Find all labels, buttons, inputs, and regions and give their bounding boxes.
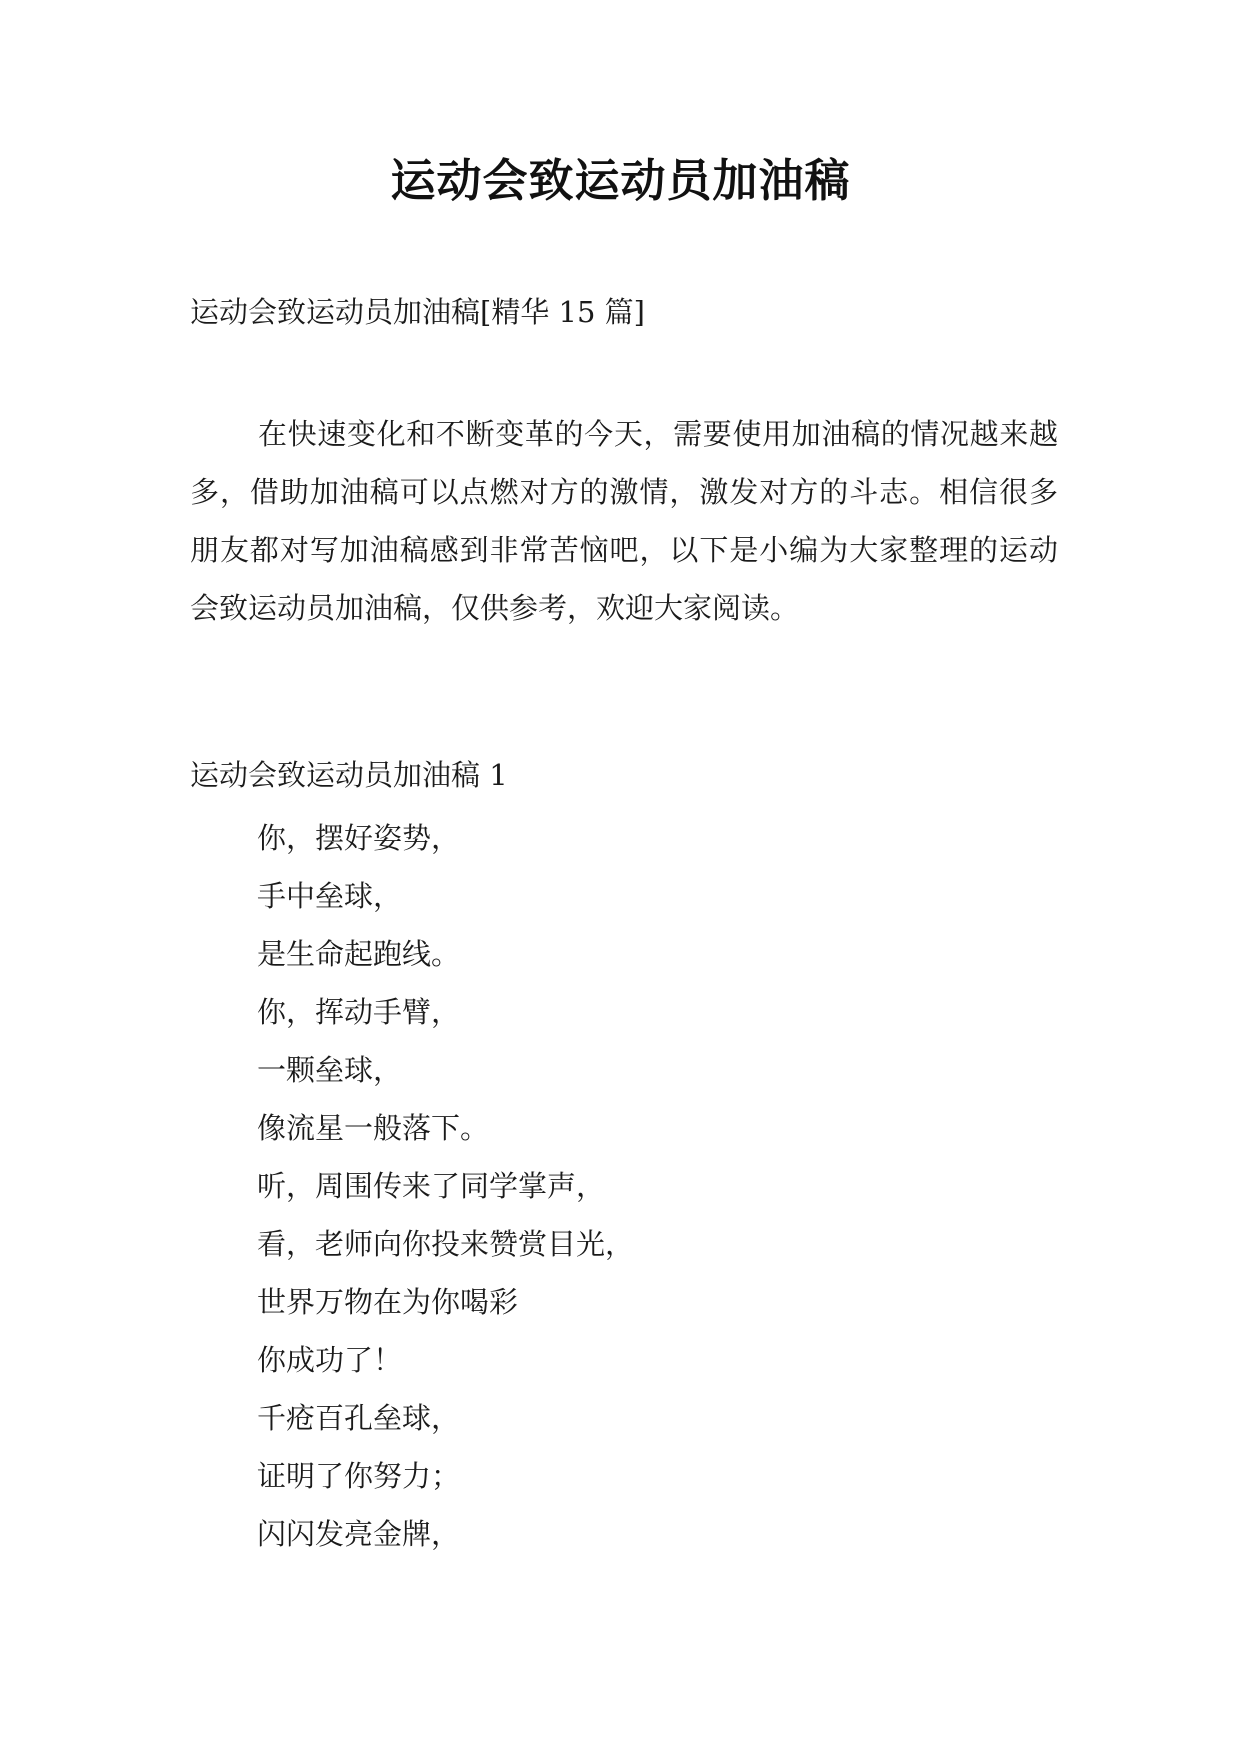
intro-paragraph: 在快速变化和不断变革的今天，需要使用加油稿的情况越来越多，借助加油稿可以点燃对方的激情，激发对方的斗志。相信很多朋友都对写加油稿感到非常苦恼吧，以下是小编为大家整理的运动会致运动员加油稿，仅供参考，欢迎大家阅读。 <box>190 417 1058 625</box>
document-subtitle: 运动会致运动员加油稿[精华 15 篇] <box>190 295 645 329</box>
poem-line: 你，挥动手臂， <box>257 995 461 1029</box>
poem-line: 世界万物在为你喝彩 <box>257 1285 519 1319</box>
poem-line: 证明了你努力； <box>257 1459 461 1493</box>
poem-line: 千疮百孔垒球， <box>257 1401 461 1435</box>
poem-line: 听，周围传来了同学掌声， <box>257 1169 606 1203</box>
poem-line: 闪闪发亮金牌， <box>257 1517 461 1551</box>
poem-line: 手中垒球， <box>257 879 403 913</box>
poem-line: 一颗垒球， <box>257 1053 403 1087</box>
poem-line: 像流星一般落下。 <box>257 1111 490 1145</box>
poem-line: 你，摆好姿势， <box>257 821 461 855</box>
poem-line: 你成功了！ <box>257 1343 403 1377</box>
poem-line: 看，老师向你投来赞赏目光， <box>257 1227 635 1261</box>
poem <box>257 818 634 1572</box>
document-title: 运动会致运动员加油稿 <box>390 154 851 207</box>
section-heading: 运动会致运动员加油稿 1 <box>190 758 508 792</box>
poem-line: 是生命起跑线。 <box>257 937 461 971</box>
